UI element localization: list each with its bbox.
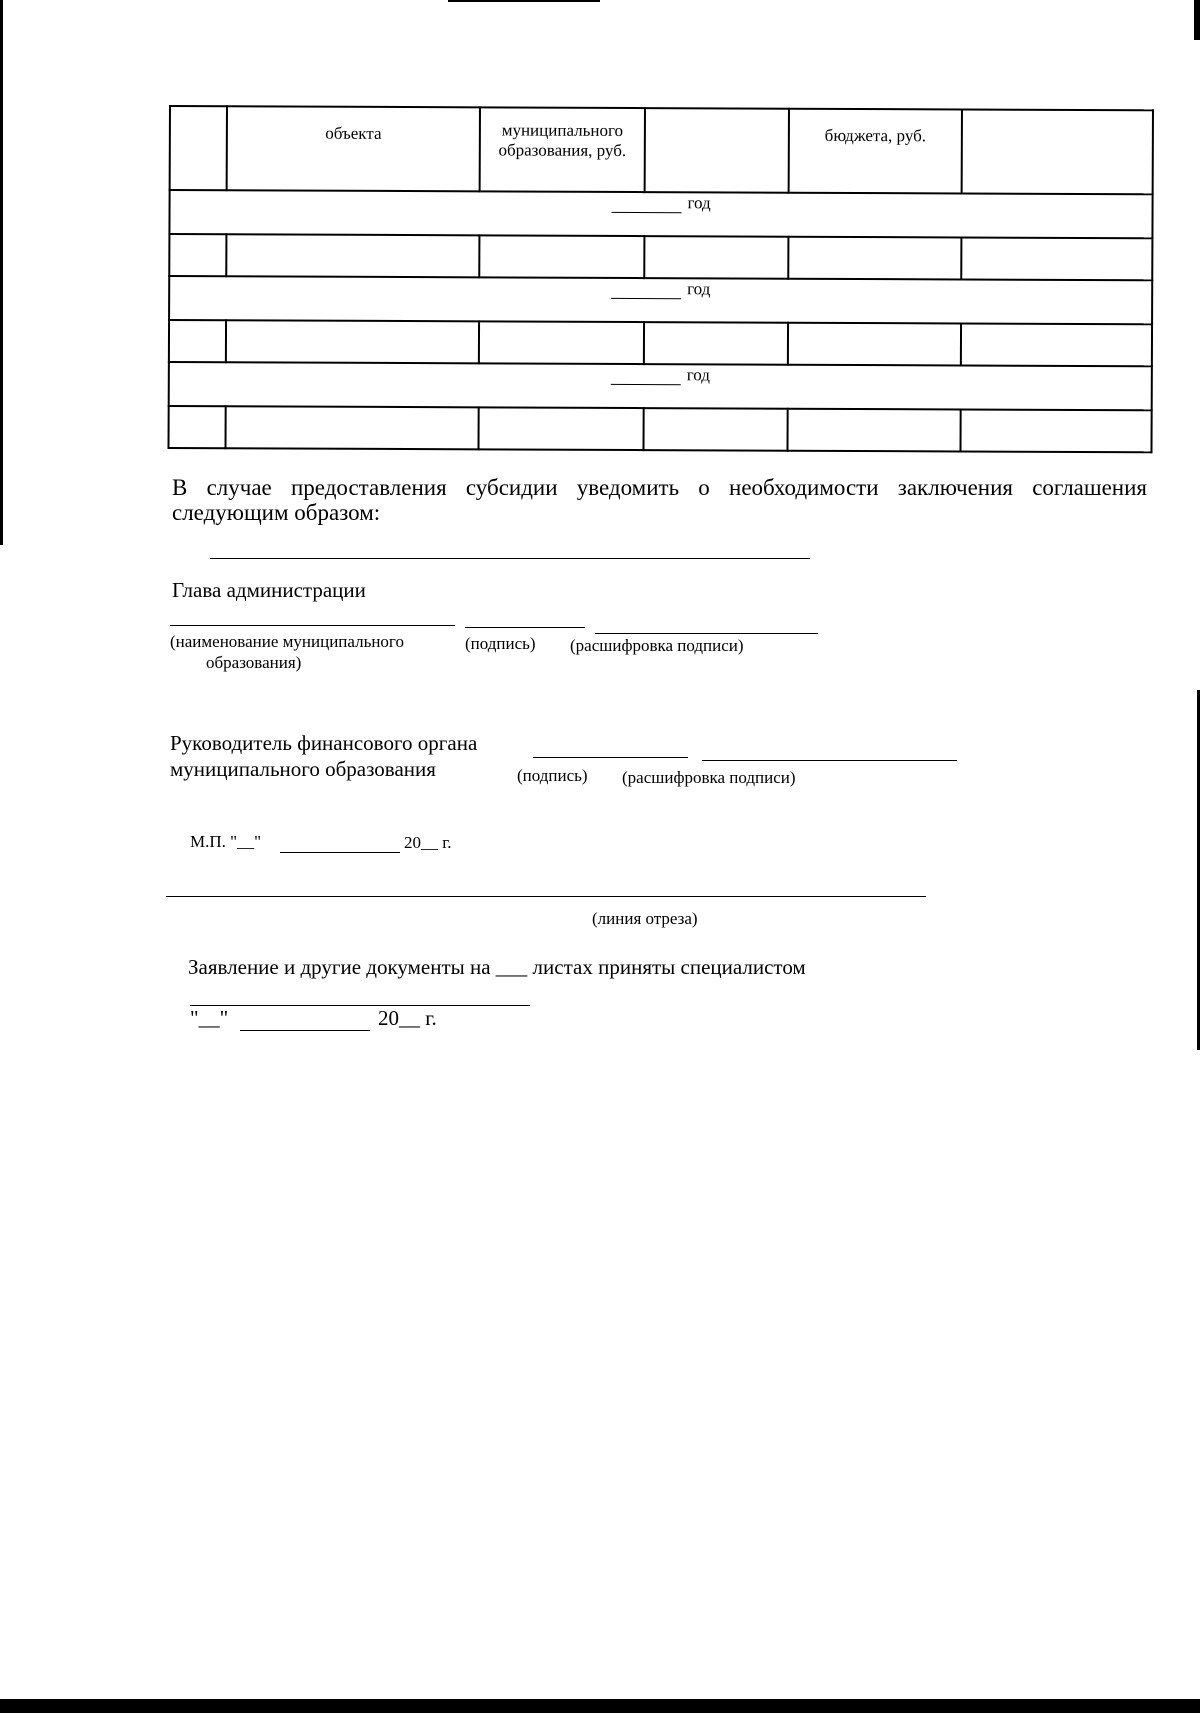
- table-cell: [479, 407, 644, 450]
- notice-paragraph: В случае предоставления субсидии уведомить о необходимости заключения соглашения следующим образом:: [172, 475, 1147, 525]
- receipt-year: 20__ г.: [378, 1006, 437, 1030]
- finance-title-line1: Руководитель финансового органа: [170, 731, 478, 755]
- table-cell: [961, 237, 1152, 280]
- year-row: [169, 190, 1152, 238]
- head-decoding-line: [595, 633, 818, 634]
- year-label: год: [686, 365, 710, 385]
- head-caption-name-2: образования): [206, 653, 302, 672]
- year-row: [169, 362, 1152, 410]
- table-cell: [170, 106, 227, 190]
- head-caption-signature: (подпись): [465, 634, 536, 653]
- table-cell: [787, 409, 960, 452]
- receipt-date-quote: "__": [190, 1006, 229, 1030]
- table-cell: [788, 237, 961, 280]
- year-label: год: [687, 279, 711, 299]
- stamp-year: 20__ г.: [404, 833, 452, 852]
- scan-edge-top: [448, 0, 600, 2]
- table-cell: [960, 409, 1151, 452]
- stamp-mp: М.П. "__": [190, 832, 262, 851]
- table-cell: [645, 108, 789, 193]
- stamp-month-line: [280, 852, 400, 853]
- year-label: год: [687, 193, 711, 213]
- cut-line-caption: (линия отреза): [592, 909, 698, 928]
- table-cell: [644, 322, 788, 365]
- table-cell: [169, 406, 226, 448]
- receipt-month-line: [240, 1030, 370, 1031]
- finance-signature-line: [533, 757, 688, 758]
- scan-edge-bottom: [0, 1699, 1200, 1713]
- cut-line: [166, 896, 926, 897]
- receipt-specialist-line: [190, 1005, 530, 1006]
- table-cell: [226, 406, 479, 449]
- head-caption-name: (наименование муниципального: [170, 632, 404, 651]
- scan-edge-left: [0, 0, 3, 545]
- table-cell: [962, 109, 1153, 194]
- table-header-row: [170, 106, 1153, 194]
- notice-fill-line: [210, 558, 810, 559]
- table-row: [169, 406, 1152, 452]
- receipt-text: Заявление и другие документы на ___ листах приняты специалистом: [188, 955, 806, 979]
- header-object: объекта: [227, 106, 480, 191]
- subsidy-table: [167, 105, 1153, 453]
- table-cell: [644, 236, 788, 279]
- header-budget: бюджета, руб.: [789, 109, 962, 194]
- table-cell: [643, 408, 787, 451]
- scan-edge-corner: [1194, 0, 1200, 40]
- finance-title-line2: муниципального образования: [170, 757, 436, 781]
- year-cell: [169, 190, 1152, 238]
- year-cell: [169, 362, 1152, 410]
- header-municipal: муниципального образования, руб.: [480, 107, 645, 192]
- finance-decoding-line: [702, 760, 957, 761]
- table-row: [169, 320, 1152, 366]
- table-row: [169, 234, 1152, 280]
- head-signature-line: [465, 627, 585, 628]
- year-cell: [169, 276, 1152, 324]
- table-cell: [479, 235, 644, 278]
- finance-caption-decoding: (расшифровка подписи): [622, 768, 796, 787]
- table-cell: [961, 323, 1152, 366]
- table-cell: [169, 234, 226, 276]
- table-cell: [479, 321, 644, 364]
- table-cell: [788, 323, 961, 366]
- table-cell: [226, 234, 479, 277]
- head-caption-decoding: (расшифровка подписи): [570, 636, 744, 655]
- table-cell: [226, 320, 479, 363]
- finance-caption-signature: (подпись): [517, 766, 588, 785]
- head-title: Глава администрации: [172, 578, 366, 602]
- table-cell: [169, 320, 226, 362]
- head-name-line: [170, 625, 455, 626]
- year-row: [169, 276, 1152, 324]
